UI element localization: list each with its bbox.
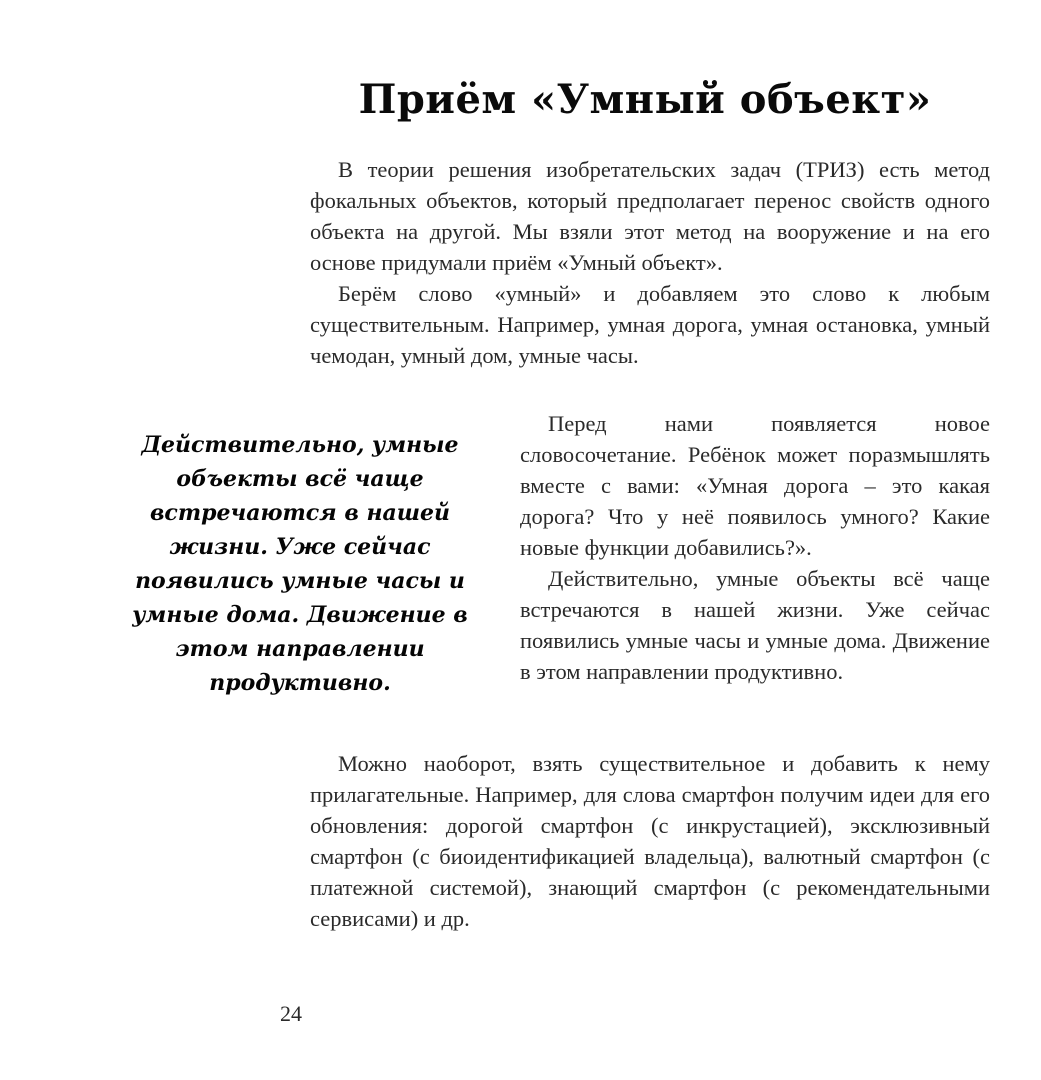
paragraph-smart-word: Берём слово «умный» и добавляем это слово к любым существительным. Например, умная дорога, умная остановка, умный чемодан, умный дом, умные часы. — [310, 281, 990, 368]
page-number: 24 — [280, 1001, 302, 1026]
page-title: Приём «Умный объект» — [358, 76, 932, 123]
paragraph-new-phrase: Перед нами появляется новое словосочетание. Ребёнок может поразмышлять вместе с вами: «Умная дорога – это какая дорога? Что у неё появилось умного? Какие новые функции добавились?». — [520, 411, 990, 560]
closing-text-block — [310, 748, 990, 934]
paragraph-triz: В теории решения изобретательских задач (ТРИЗ) есть метод фокальных объектов, который предполагает перенос свойств одного объекта на другой. Мы взяли этот метод на вооружение и на его основе придумали приём «Умный объект». — [310, 157, 990, 275]
paragraph-smart-objects: Действительно, умные объекты всё чаще встречаются в нашей жизни. Уже сейчас появились умные часы и умные дома. Движение в этом направлении продуктивно. — [520, 566, 990, 684]
pull-quote: Действительно, умные объекты всё чаще встречаются в нашей жизни. Уже сейчас появились умные часы и умные дома. Движение в этом направлении продуктивно. — [132, 432, 468, 696]
intro-text-block — [310, 154, 990, 371]
paragraph-reverse-method: Можно наоборот, взять существительное и добавить к нему прилагательные. Например, для слова смартфон получим идеи для его обновления: дорогой смартфон (с инкрустацией), эксклюзивный смартфон (с биоидентификацией владельца), валютный смартфон (с платежной системой), знающий смартфон (с рекомендательными сервисами) и др. — [310, 751, 990, 931]
side-text-block — [520, 408, 990, 687]
